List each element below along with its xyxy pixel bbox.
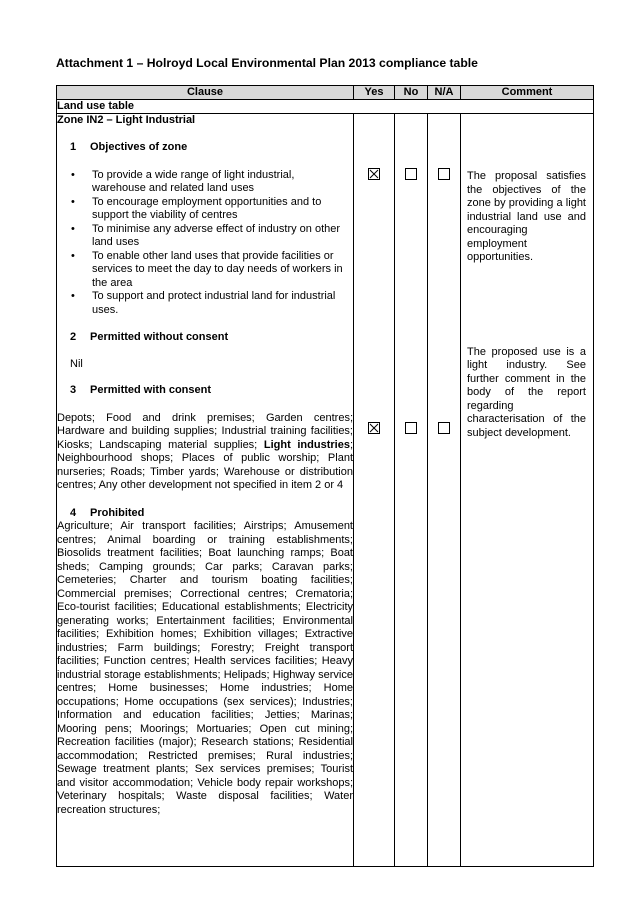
bullet-icon: • bbox=[71, 290, 75, 302]
list-item bbox=[57, 250, 353, 291]
section-title: Prohibited bbox=[90, 506, 145, 519]
list-item bbox=[57, 169, 353, 196]
section-number: 4 bbox=[70, 506, 77, 519]
permitted-text-part: Depots; Food and drink premises; Garden centres; Hardware and building supplies; Industrial training facilities; Kiosks; Landscaping material supplies; bbox=[57, 411, 353, 451]
section-label: Land use table bbox=[57, 100, 594, 114]
checkbox-empty-icon bbox=[438, 168, 450, 180]
list-item bbox=[57, 290, 353, 317]
header-yes: Yes bbox=[354, 86, 395, 100]
yes-cell bbox=[354, 114, 395, 867]
section-number: 3 bbox=[70, 384, 77, 396]
list-item bbox=[57, 196, 353, 223]
document-title: Attachment 1 – Holroyd Local Environmental Plan 2013 compliance table bbox=[56, 56, 478, 70]
comment-text: The proposal satisfies the objectives of the zone by providing a light industrial land use and encouraging employment opportunities. bbox=[467, 170, 586, 263]
zone-title: Zone IN2 – Light Industrial bbox=[57, 114, 196, 126]
permitted-text-part: ; Neighbourhood shops; Places of public worship; Plant nurseries; Roads; Timber yards; Warehouse or distribution centres; Any other development not specified in item 2 or 4 bbox=[57, 438, 354, 491]
bullet-icon: • bbox=[71, 195, 75, 208]
bullet-icon: • bbox=[71, 249, 75, 262]
checkbox-empty-icon bbox=[405, 422, 417, 434]
section-title: Objectives of zone bbox=[90, 141, 188, 153]
bullet-icon: • bbox=[71, 222, 75, 235]
objective-text: To minimise any adverse effect of industry on other land uses bbox=[92, 222, 341, 248]
header-no: No bbox=[395, 86, 428, 100]
section-heading bbox=[57, 384, 353, 398]
objectives-list bbox=[57, 169, 353, 318]
comment-cell bbox=[461, 114, 594, 867]
list-item bbox=[57, 223, 353, 250]
comment-text: The proposed use is a light industry. See further comment in the body of the report regarding characterisation of the subject development. bbox=[467, 345, 586, 439]
zone-row bbox=[57, 114, 594, 867]
objective-text: To enable other land uses that provide facilities or services to meet the day to day needs of workers in the area bbox=[92, 249, 343, 289]
permitted-text-highlight: Light industries bbox=[263, 438, 350, 451]
header-clause: Clause bbox=[57, 86, 354, 100]
checkbox-checked-icon bbox=[368, 168, 380, 180]
objective-text: To encourage employment opportunities and to support the viability of centres bbox=[92, 195, 322, 221]
section-number: 1 bbox=[70, 141, 77, 153]
section-row bbox=[57, 100, 594, 114]
checkbox-empty-icon bbox=[438, 422, 450, 434]
table-header-row bbox=[57, 86, 594, 100]
na-cell bbox=[428, 114, 461, 867]
section-heading bbox=[57, 331, 353, 345]
section-heading bbox=[57, 141, 353, 155]
header-na: N/A bbox=[428, 86, 461, 100]
section-heading bbox=[57, 507, 353, 521]
prohibited-text: Agriculture; Air transport facilities; Airstrips; Amusement centres; Animal boarding or training establishments; Biosolids treatment facilities; Boat launching ramps; Boat sheds; Camping grounds; Car parks; Caravan parks; Cemeteries; Charter and tourism boating facilities; Commercial premises; Correctional centres; Crematoria; Eco-tourist facilities; Educational establishments; Electricity generating works; Entertainment facilities; Environmental facilities; Exhibition homes; Exhibition villages; Extractive industries; Farm buildings; Forestry; Freight transport facilities; Function centres; Health services facilities; Heavy industrial storage establishments; Helipads; Highway service centres; Home businesses; Home industries; Home occupations; Home occupations (sex services); Industries; Information and education facilities; Jetties; Marinas; Mooring pens; Moorings; Mortuaries; Open cut mining; Recreation facilities (major); Research stations; Residential accommodation; Restricted premises; Rural industries; Sewage treatment plants; Sex services premises; Tourist and visitor accommodation; Vehicle body repair workshops; Veterinary hospitals; Waste disposal facilities; Water recreation structures; bbox=[57, 520, 353, 816]
objective-text: To support and protect industrial land for industrial uses. bbox=[92, 290, 336, 316]
objective-text: To provide a wide range of light industrial, warehouse and related land uses bbox=[92, 168, 295, 194]
section-number: 2 bbox=[70, 331, 77, 343]
permitted-with-consent-text bbox=[57, 412, 353, 493]
clause-cell bbox=[57, 114, 354, 867]
permitted-without-consent-text: Nil bbox=[70, 357, 83, 370]
compliance-table bbox=[56, 85, 594, 867]
header-comment: Comment bbox=[461, 86, 594, 100]
section-title: Permitted with consent bbox=[90, 384, 212, 396]
checkbox-empty-icon bbox=[405, 168, 417, 180]
section-title: Permitted without consent bbox=[90, 331, 229, 343]
no-cell bbox=[395, 114, 428, 867]
bullet-icon: • bbox=[71, 168, 75, 181]
checkbox-checked-icon bbox=[368, 422, 380, 434]
